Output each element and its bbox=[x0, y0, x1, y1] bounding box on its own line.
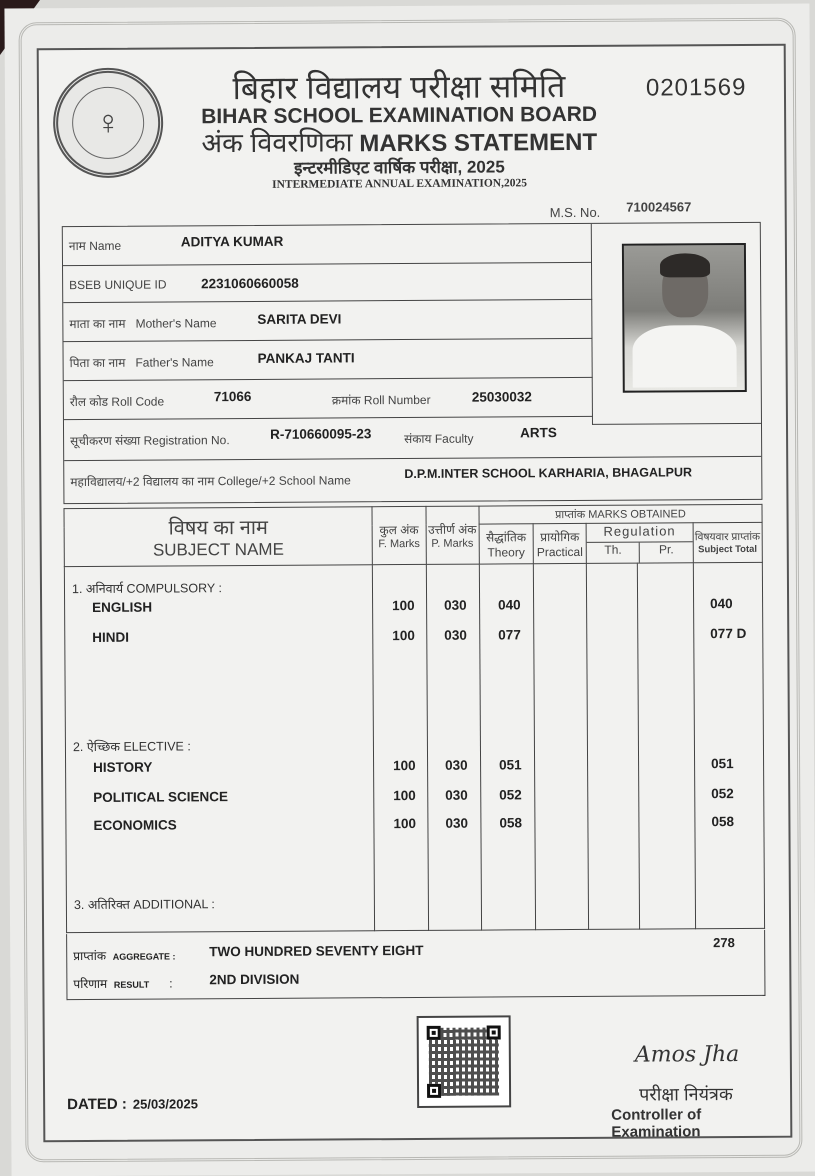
qr-code[interactable] bbox=[417, 1015, 512, 1108]
full-marks: 100 bbox=[393, 757, 416, 774]
qr-finder-top-left bbox=[427, 1026, 441, 1040]
registration-number: R-710660095-23 bbox=[270, 426, 372, 442]
aggregate-label bbox=[73, 946, 175, 964]
roll-code: 71066 bbox=[213, 388, 252, 405]
board-name-english: BIHAR SCHOOL EXAMINATION BOARD bbox=[201, 102, 598, 129]
subject-total-column bbox=[693, 562, 765, 928]
subject-total: 077 D bbox=[710, 625, 747, 642]
school-name: D.P.M.INTER SCHOOL KARHARIA, BHAGALPUR bbox=[404, 465, 693, 482]
exam-name-hindi: इन्टरमीडिएट वार्षिक परीक्षा, 2025 bbox=[294, 157, 505, 178]
aggregate-label-hindi: प्राप्तांक bbox=[73, 948, 107, 964]
ms-number-value: 710024567 bbox=[626, 199, 692, 215]
student-photo bbox=[622, 243, 747, 393]
ms-number bbox=[549, 199, 692, 221]
issue-date bbox=[67, 1095, 198, 1113]
subject-total-header-english: Subject Total bbox=[698, 543, 758, 556]
date-value: 25/03/2025 bbox=[132, 1096, 198, 1112]
photo-box bbox=[591, 223, 761, 425]
mother-row bbox=[63, 300, 592, 342]
theory-marks: 040 bbox=[498, 597, 521, 613]
pass-marks-column bbox=[426, 564, 481, 930]
faculty: ARTS bbox=[519, 425, 557, 441]
pass-marks-header-hindi: उत्तीर्ण अंक bbox=[428, 522, 477, 537]
student-name: ADITYA KUMAR bbox=[180, 233, 284, 250]
controller-title-hindi: परीक्षा नियंत्रक bbox=[639, 1084, 733, 1105]
controller-signature: Amos Jha bbox=[634, 1042, 740, 1068]
pass-marks-header bbox=[426, 506, 480, 564]
theory-header bbox=[479, 524, 533, 564]
regulation-label: Regulation bbox=[587, 523, 693, 543]
roll-row bbox=[64, 378, 593, 420]
board-name-hindi: बिहार विद्यालय परीक्षा समिति bbox=[232, 68, 566, 107]
subject-name: HISTORY bbox=[93, 759, 153, 775]
subject-name: HINDI bbox=[92, 629, 130, 645]
mother-label bbox=[69, 314, 216, 332]
controller-title-english: Controller of Examination bbox=[611, 1106, 702, 1141]
name-label: नाम Name bbox=[68, 238, 122, 254]
section-additional: 3. अतिरिक्त ADDITIONAL : bbox=[73, 897, 215, 913]
subject-total-header bbox=[693, 522, 763, 562]
full-marks: 100 bbox=[393, 815, 417, 832]
student-info-block bbox=[62, 222, 763, 504]
subject-total: 058 bbox=[711, 814, 734, 830]
father-label-hindi: पिता का नाम bbox=[69, 355, 126, 371]
pass-marks: 030 bbox=[445, 815, 469, 831]
marks-table bbox=[63, 504, 765, 933]
faculty-label: संकाय Faculty bbox=[404, 431, 474, 447]
photo-shirt bbox=[632, 325, 736, 388]
regulation-practical-column bbox=[638, 563, 695, 929]
statement-title bbox=[169, 127, 629, 160]
result-label-english: RESULT bbox=[113, 979, 150, 990]
theory-column bbox=[479, 564, 535, 930]
uid-row bbox=[63, 263, 592, 303]
practical-header-hindi: प्रायोगिक bbox=[540, 529, 580, 545]
practical-column bbox=[533, 563, 588, 929]
certificate-frame bbox=[37, 44, 793, 1143]
subject-name: ECONOMICS bbox=[93, 817, 177, 833]
result-division: 2ND DIVISION bbox=[209, 971, 300, 988]
section-compulsory: 1. अनिवार्य COMPULSORY : bbox=[71, 581, 222, 597]
father-name: PANKAJ TANTI bbox=[257, 350, 355, 366]
aggregate-in-words: TWO HUNDRED SEVENTY EIGHT bbox=[209, 942, 424, 960]
practical-header bbox=[533, 523, 586, 563]
theory-marks: 058 bbox=[499, 815, 523, 831]
bseb-unique-id: 2231060660058 bbox=[201, 275, 299, 292]
result-label-hindi: परिणाम bbox=[73, 976, 108, 992]
statement-title-english: MARKS STATEMENT bbox=[359, 128, 598, 158]
pass-marks-header-english: P. Marks bbox=[431, 537, 474, 550]
ms-number-label: M.S. No. bbox=[549, 204, 601, 221]
mother-label-hindi: माता का नाम bbox=[69, 316, 126, 332]
subject-total: 051 bbox=[711, 756, 734, 772]
regulation-header bbox=[586, 523, 693, 564]
full-marks-header bbox=[372, 506, 426, 564]
result-label bbox=[73, 974, 172, 992]
school-label: महाविद्यालय/+2 विद्यालय का नाम College/+2 School Name bbox=[70, 473, 351, 490]
saraswati-emblem-icon: ♀ bbox=[72, 87, 144, 159]
subject-total: 040 bbox=[710, 596, 733, 612]
pass-marks: 030 bbox=[444, 627, 467, 643]
full-marks-header-english: F. Marks bbox=[378, 537, 420, 551]
subject-total-header-hindi: विषयवार प्राप्तांक bbox=[694, 530, 761, 544]
theory-marks: 051 bbox=[499, 757, 522, 773]
regulation-practical-header: Pr. bbox=[658, 542, 674, 557]
roll-code-label: रौल कोड Roll Code bbox=[69, 394, 165, 410]
subject-name: POLITICAL SCIENCE bbox=[93, 789, 229, 805]
pass-marks: 030 bbox=[444, 597, 467, 613]
exam-name-english: INTERMEDIATE ANNUAL EXAMINATION,2025 bbox=[272, 177, 527, 191]
father-label-english: Father's Name bbox=[135, 355, 214, 370]
photo-hair bbox=[660, 253, 710, 277]
aggregate-result-block bbox=[66, 930, 765, 1000]
name-row bbox=[63, 224, 592, 266]
pass-marks: 030 bbox=[445, 757, 468, 773]
section-elective: 2. ऐच्छिक ELECTIVE : bbox=[72, 739, 191, 755]
serial-number: 0201569 bbox=[645, 73, 747, 102]
full-marks: 100 bbox=[392, 627, 415, 644]
statement-title-hindi: अंक विवरणिका bbox=[201, 127, 353, 159]
school-row bbox=[64, 457, 761, 503]
regulation-theory-column bbox=[587, 563, 640, 929]
full-marks-column bbox=[373, 564, 428, 930]
roll-number: 25030032 bbox=[471, 389, 532, 405]
aggregate-label-english: AGGREGATE : bbox=[112, 951, 176, 962]
uid-label: BSEB UNIQUE ID bbox=[69, 277, 167, 293]
practical-header-english: Practical bbox=[536, 544, 583, 560]
father-row bbox=[63, 339, 592, 381]
theory-header-hindi: सैद्धांतिक bbox=[485, 530, 527, 545]
theory-marks: 052 bbox=[499, 787, 522, 803]
theory-marks: 077 bbox=[498, 627, 521, 643]
subject-header-english: SUBJECT NAME bbox=[152, 539, 284, 560]
result-separator: : bbox=[169, 976, 173, 991]
regulation-subheaders bbox=[587, 542, 693, 563]
mother-label-english: Mother's Name bbox=[135, 316, 217, 331]
subject-header-hindi: विषय का नाम bbox=[168, 516, 269, 540]
mother-name: SARITA DEVI bbox=[257, 311, 342, 327]
registration-label: सूचीकरण संख्या Registration No. bbox=[70, 433, 230, 449]
pass-marks: 030 bbox=[445, 787, 468, 803]
theory-header-english: Theory bbox=[487, 545, 525, 560]
roll-number-label: क्रमांक Roll Number bbox=[331, 392, 431, 408]
marks-statement-sheet bbox=[4, 4, 815, 1176]
qr-finder-bottom-left bbox=[427, 1084, 441, 1098]
qr-finder-top-right bbox=[487, 1025, 501, 1039]
aggregate-total: 278 bbox=[713, 935, 735, 951]
full-marks-header-hindi: कुल अंक bbox=[379, 522, 419, 538]
header-title-block bbox=[169, 69, 630, 192]
board-seal-logo bbox=[53, 68, 164, 179]
full-marks: 100 bbox=[393, 787, 416, 804]
marks-obtained-header: प्राप्तांक MARKS OBTAINED bbox=[479, 504, 762, 524]
father-label bbox=[70, 353, 214, 371]
subject-name: ENGLISH bbox=[92, 599, 153, 615]
regulation-theory-header: Th. bbox=[587, 543, 640, 563]
dated-label: DATED : bbox=[67, 1095, 127, 1114]
subject-total: 052 bbox=[711, 786, 734, 802]
full-marks: 100 bbox=[392, 597, 415, 614]
subject-header bbox=[64, 507, 373, 567]
